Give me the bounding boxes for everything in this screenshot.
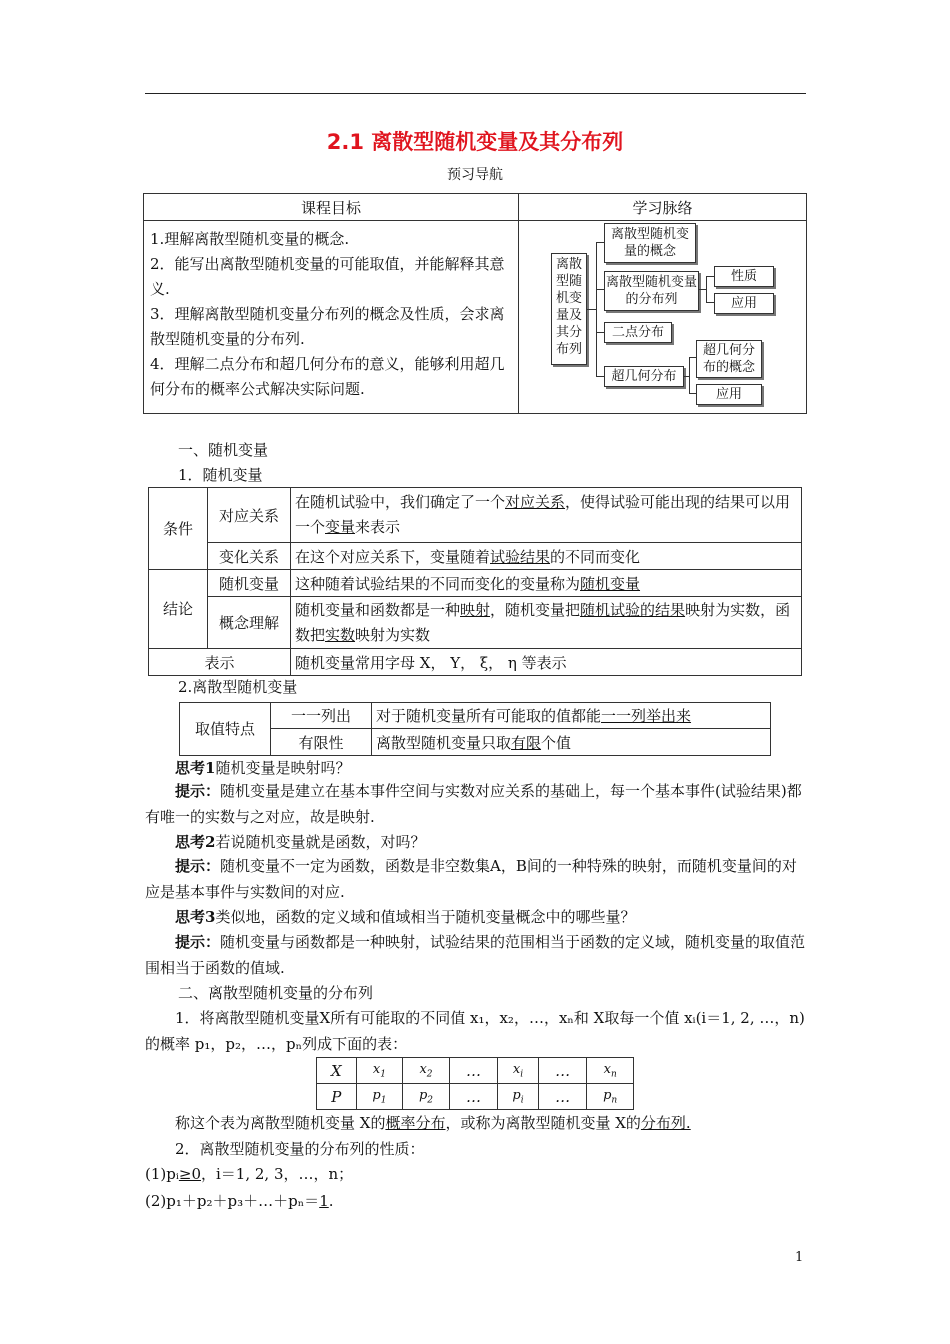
trait-label: 取值特点: [180, 703, 271, 756]
think-1: 思考1随机变量是映射吗？: [175, 759, 351, 777]
row-key: 变化关系: [208, 543, 291, 570]
random-variable-table: [148, 487, 802, 676]
map-connector: [706, 302, 714, 303]
map-node-hyper-concept: 超几何分布的概念: [696, 340, 762, 378]
map-connector: [596, 332, 604, 333]
dist-cell: …: [538, 1084, 586, 1110]
map-node-application: 应用: [714, 293, 774, 314]
row-value: 在这个对应关系下，变量随着试验结果的不同而变化: [291, 543, 802, 570]
map-node-property: 性质: [714, 266, 774, 287]
goal-item: 1.理解离散型随机变量的概念.: [150, 230, 350, 248]
row-value: 在随机试验中，我们确定了一个对应关系，使得试验可能出现的结果可以用一个变量来表示: [291, 488, 802, 543]
goal-item: 2．能写出离散型随机变量的可能取值，并能解释其意义.: [150, 255, 505, 298]
dist-cell: P: [317, 1084, 357, 1110]
dist-cell: $x_1$: [356, 1058, 403, 1084]
row-value: 随机变量和函数都是一种映射，随机变量把随机试验的结果映射为实数，函数把实数映射为实数: [291, 597, 802, 649]
nav-table: [143, 193, 807, 414]
dist-cell: …: [538, 1058, 586, 1084]
nav-header-map: 学习脉络: [519, 194, 807, 221]
dist-cell: …: [449, 1084, 497, 1110]
row-value: 对于随机变量所有可能取的值都能一一列举出来: [372, 703, 771, 729]
map-connector: [596, 376, 604, 377]
property-1: (1)pᵢ≥0，i＝1, 2, 3，…，n；: [145, 1165, 354, 1183]
row-value: 随机变量常用字母 X， Y， ξ， η 等表示: [291, 649, 802, 676]
dist-cell: $x_n$: [587, 1058, 634, 1084]
subsection-heading: 2.离散型随机变量: [178, 678, 298, 696]
definition-paragraph: 1．将离散型随机变量X所有可能取的不同值 x₁，x₂，…，xₙ和 X取每一个值 xᵢ(i＝1, 2, …，n)的概率 p₁，p₂，…，pₙ列成下面的表：: [145, 1009, 805, 1053]
cond-label: 条件: [149, 488, 208, 570]
discrete-variable-table: [179, 702, 771, 756]
hint-3: 提示：随机变量与函数都是一种映射，试验结果的范围相当于函数的定义域，随机变量的取值范围相当于函数的值域.: [145, 933, 806, 977]
map-connector: [587, 309, 596, 310]
row-key: 随机变量: [208, 570, 291, 597]
row-key: 一一列出: [271, 703, 372, 729]
page-number: 1: [795, 1250, 804, 1265]
property-2: (2)p₁＋p₂＋p₃＋…＋pₙ＝1.: [145, 1192, 334, 1210]
dist-cell: $p_i$: [498, 1084, 539, 1110]
map-node-concept: 离散型随机变量的概念: [604, 223, 696, 263]
section-heading: 二、离散型随机变量的分布列: [178, 984, 374, 1002]
dist-cell: $x_2$: [403, 1058, 450, 1084]
map-connector: [698, 289, 706, 290]
properties-heading: 2．离散型随机变量的分布列的性质：: [175, 1140, 425, 1158]
row-key: 概念理解: [208, 597, 291, 649]
hint-2: 提示：随机变量不一定为函数，函数是非空数集A，B间的一种特殊的映射，而随机变量间的对应是基本事件与实数间的对应.: [145, 857, 797, 901]
map-connector: [596, 289, 604, 290]
page-title: 2.1 离散型随机变量及其分布列: [326, 130, 624, 154]
row-key: 表示: [149, 649, 291, 676]
nav-goals-cell: [144, 221, 519, 414]
map-root: 离散型随机变量及其分布列: [551, 253, 587, 365]
map-node-hypergeometric: 超几何分布: [604, 366, 684, 387]
map-connector: [689, 357, 690, 394]
nav-header-goals: 课程目标: [144, 194, 519, 221]
row-key: 有限性: [271, 729, 372, 756]
dist-cell: …: [449, 1058, 497, 1084]
dist-cell: $p_1$: [356, 1084, 403, 1110]
map-connector: [706, 276, 714, 277]
dist-cell: X: [317, 1058, 357, 1084]
dist-cell: $p_n$: [587, 1084, 634, 1110]
distribution-naming: 称这个表为离散型随机变量 X的概率分布，或称为离散型随机变量 X的分布列.: [175, 1114, 691, 1132]
think-2: 思考2若说随机变量就是函数，对吗？: [175, 833, 426, 851]
subsection-heading: 1．随机变量: [178, 466, 263, 484]
page-subtitle: 预习导航: [447, 167, 503, 183]
map-node-distribution: 离散型随机变量的分布列: [604, 271, 699, 311]
map-connector: [596, 242, 604, 243]
map-connector: [689, 357, 696, 358]
dist-cell: $p_2$: [403, 1084, 450, 1110]
goal-item: 4．理解二点分布和超几何分布的意义，能够利用超几何分布的概率公式解决实际问题.: [150, 355, 505, 398]
dist-cell: $x_i$: [498, 1058, 539, 1084]
row-value: 这种随着试验结果的不同而变化的变量称为随机变量: [291, 570, 802, 597]
row-value: 离散型随机变量只取有限个值: [372, 729, 771, 756]
section-heading: 一、随机变量: [178, 441, 269, 459]
row-key: 对应关系: [208, 488, 291, 543]
map-connector: [689, 393, 696, 394]
distribution-table: [316, 1057, 634, 1110]
header-rule: [145, 93, 806, 94]
map-node-hyper-application: 应用: [696, 384, 762, 405]
hint-1: 提示：随机变量是建立在基本事件空间与实数对应关系的基础上，每一个基本事件(试验结果)都有唯一的实数与之对应，故是映射.: [145, 782, 802, 826]
concl-label: 结论: [149, 570, 208, 649]
map-node-two-point: 二点分布: [604, 322, 672, 343]
map-connector: [596, 242, 597, 377]
map-connector: [706, 276, 707, 303]
think-3: 思考3类似地，函数的定义域和值域相当于随机变量概念中的哪些量？: [175, 908, 636, 926]
goal-item: 3．理解离散型随机变量分布列的概念及性质，会求离散型随机变量的分布列.: [150, 305, 505, 348]
